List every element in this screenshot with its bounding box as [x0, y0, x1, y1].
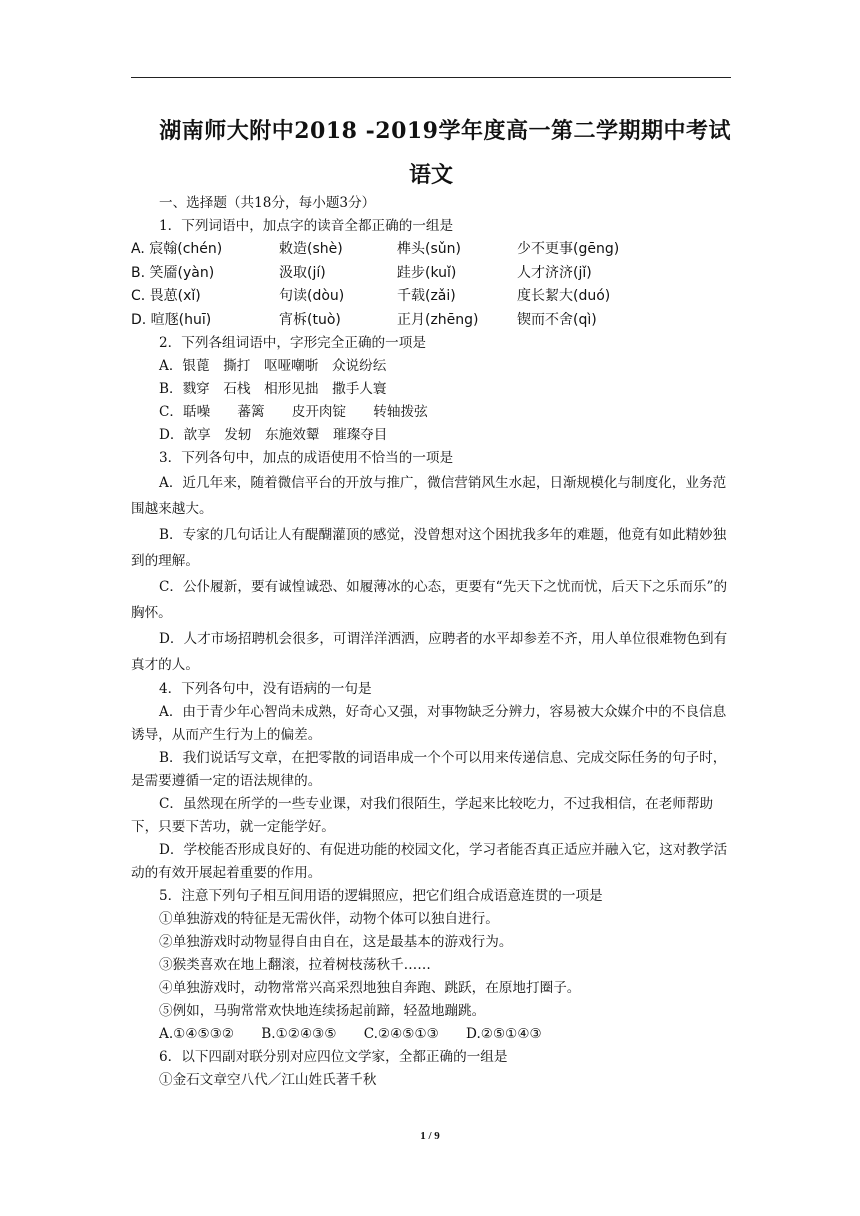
q1-cell: 人才济济(jǐ): [517, 264, 592, 281]
subject-title: 语文: [408, 162, 453, 188]
question-2-stem: 2．下列各组词语中，字形完全正确的一项是: [159, 335, 426, 351]
q1-cell: 少不更事(gēng): [517, 241, 620, 257]
q1-cell: 榫头(sǔn): [397, 241, 461, 257]
q1-cell: D. 喧豗(huī): [131, 311, 212, 328]
q1-cell: 敕造(shè): [279, 241, 343, 257]
q4-option: C．虽然现在所学的一些专业课，对我们很陌生，学起来比较吃力，不过我相信，在老师帮助下，只要下苦功，就一定能学好。: [131, 796, 714, 835]
q1-cell: 度长絜大(duó): [517, 288, 611, 304]
q1-cell: A. 宸翰(chén): [131, 241, 223, 257]
q5-item: ②单独游戏时动物显得自由自在，这是最基本的游戏行为。: [159, 934, 513, 950]
q1-cell: B. 笑靥(yàn): [131, 264, 215, 281]
question-3-stem: 3．下列各句中，加点的成语使用不恰当的一项是: [159, 450, 454, 466]
header-rule: [131, 77, 731, 78]
q3-option: A．近几年来，随着微信平台的开放与推广，微信营销风生水起，日渐规模化与制度化，业务范围越来越大。: [131, 475, 727, 517]
q4-option: B．我们说话写文章，在把零散的词语串成一个个可以用来传递信息、完成交际任务的句子时，是需要遵循一定的语法规律的。: [131, 750, 727, 789]
q3-option: B．专家的几句话让人有醍醐灌顶的感觉，没曾想对这个困扰我多年的难题，他竟有如此精妙独到的理解。: [131, 527, 727, 569]
q4-option: A．由于青少年心智尚未成熟，好奇心又强，对事物缺乏分辨力，容易被大众媒介中的不良信息诱导，从而产生行为上的偏差。: [131, 704, 727, 743]
q5-item: ③猴类喜欢在地上翻滚，拉着树枝荡秋千……: [159, 957, 431, 973]
q2-option: D．歆享 发轫 东施效颦 璀璨夺目: [159, 427, 388, 443]
q1-cell: 跬步(kuǐ): [397, 264, 457, 281]
page-number: 1 / 9: [420, 1130, 440, 1142]
q1-cell: 汲取(jí): [279, 264, 326, 281]
section-heading: 一、选择题（共18分，每小题3分）: [159, 195, 376, 211]
q2-option: A．银蓖 撕打 呕哑嘲哳 众说纷纭: [159, 358, 387, 374]
q5-item: ①单独游戏的特征是无需伙伴，动物个体可以独自进行。: [159, 911, 499, 927]
q1-cell: 句读(dòu): [279, 288, 345, 304]
q4-option: D．学校能否形成良好的、有促进功能的校园文化，学习者能否真正适应并融入它，这对教学活动的有效开展起着重要的作用。: [131, 842, 728, 881]
exam-body: [131, 192, 731, 1092]
q3-option: D．人才市场招聘机会很多，可谓洋洋洒洒，应聘者的水平却参差不齐，用人单位很难物色到有真才的人。: [131, 631, 728, 673]
question-5-stem: 5．注意下列句子相互间用语的逻辑照应，把它们组合成语意连贯的一项是: [159, 888, 603, 904]
question-6-stem: 6．以下四副对联分别对应四位文学家，全都正确的一组是: [159, 1049, 508, 1065]
q5-item: ⑤例如，马驹常常欢快地连续扬起前蹄，轻盈地蹦跳。: [159, 1003, 486, 1019]
q1-cell: C. 畏葸(xǐ): [131, 288, 201, 304]
q5-item: ④单独游戏时，动物常常兴高采烈地独自奔跑、跳跃，在原地打圈子。: [159, 980, 581, 996]
q6-item: ①金石文章空八代／江山姓氏著千秋: [159, 1072, 377, 1088]
q1-cell: 正月(zhēng): [397, 311, 479, 328]
question-4-stem: 4．下列各句中，没有语病的一句是: [159, 681, 372, 697]
q3-option: C．公仆履新，要有诚惶诚恐、如履薄冰的心态，更要有“先天下之忧而忧，后天下之乐而乐”的胸怀。: [131, 579, 728, 621]
q1-cell: 千载(zǎi): [397, 288, 456, 304]
exam-title: 湖南师大附中2018 -2019学年度高一第二学期期中考试: [159, 118, 731, 144]
q2-option: C．聒噪 蕃篱 皮开肉锭 转轴拨弦: [159, 404, 428, 420]
q1-cell: 锲而不舍(qì): [517, 311, 597, 328]
q2-option: B．戮穿 石栈 相形见拙 撒手人寰: [159, 381, 387, 397]
question-1-options: [131, 238, 731, 332]
q1-cell: 宵柝(tuò): [279, 311, 341, 328]
q5-answers: A.①④⑤③② B.①②④③⑤ C.②④⑤①③ D.②⑤①④③: [159, 1026, 542, 1042]
question-1-stem: 1．下列词语中，加点字的读音全都正确的一组是: [159, 218, 454, 234]
